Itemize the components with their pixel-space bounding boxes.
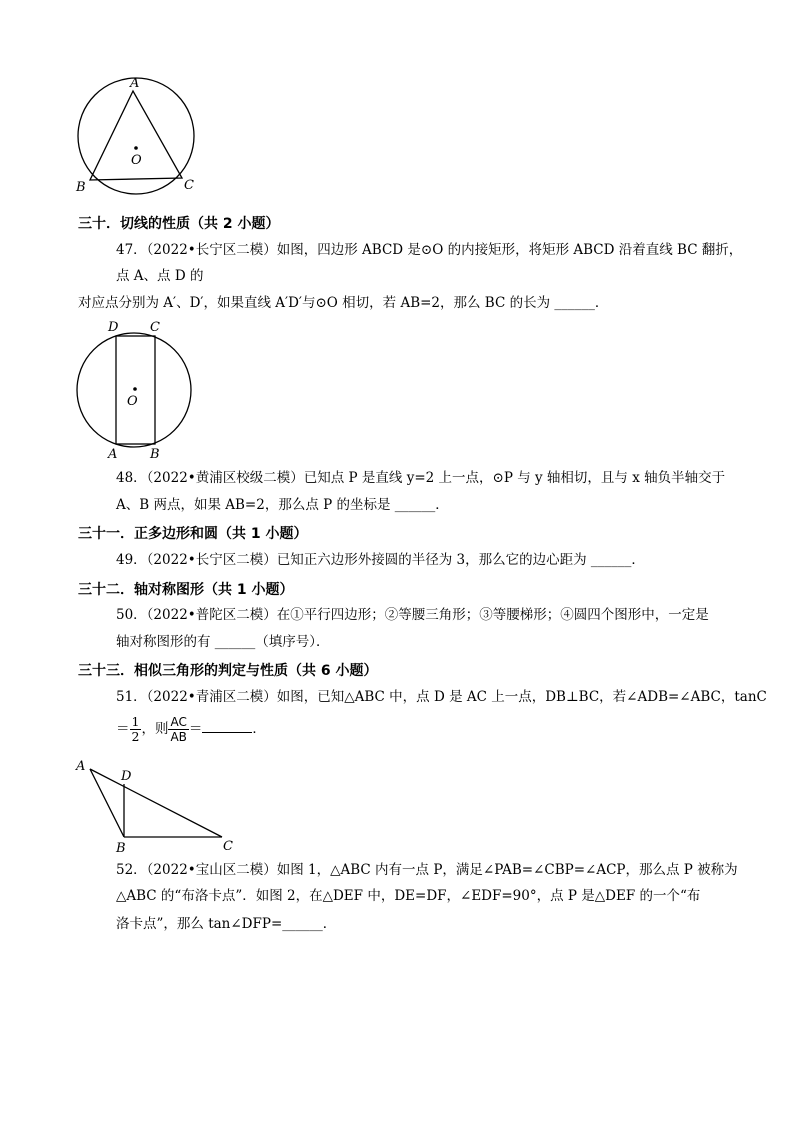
q51-line1: 51．（2022•青浦区二模）如图，已知△ABC 中，点 D 是 AC 上一点，DB⊥BC，若∠ADB=∠ABC，tanC (116, 689, 767, 705)
fig2-label-b: B (150, 447, 160, 458)
answer-blank (202, 718, 252, 733)
q47-line3: 对应点分别为 A′、D′，如果直线 A′D′与⊙O 相切，若 AB=2，那么 BC 的长为 ______． (78, 295, 609, 311)
figure-triangle-abd (70, 755, 245, 855)
section-30-title: 三十．切线的性质（共 2 小题） (78, 216, 280, 232)
fig3-label-b: B (116, 841, 126, 855)
q51-eq: ＝ (116, 721, 130, 737)
fig3-label-a: A (76, 759, 86, 774)
section-31-title: 三十一．正多边形和圆（共 1 小题） (78, 526, 308, 542)
fig1-label-c: C (184, 178, 194, 193)
q50-line2: 轴对称图形的有 ______（填序号）． (116, 634, 330, 650)
section-33-title: 三十三．相似三角形的判定与性质（共 6 小题） (78, 663, 378, 679)
q50-line1: 50．（2022•普陀区二模）在①平行四边形；②等腰三角形；③等腰梯形；④圆四个图形中，一定是 (116, 607, 709, 623)
fig2-label-a: A (108, 447, 118, 458)
fig1-label-b: B (76, 180, 86, 195)
q51-line2 (116, 712, 266, 746)
fig3-label-c: C (223, 839, 233, 854)
fraction-half: $\frac{1}{2}$ (131, 714, 140, 744)
q48-line1: 48．（2022•黄浦区校级二模）已知点 P 是直线 y=2 上一点，⊙P 与 y 轴相切，且与 x 轴负半轴交于 (116, 470, 726, 486)
q52-line1: 52．（2022•宝山区二模）如图 1，△ABC 内有一点 P，满足∠PAB=∠CBP=∠ACP，那么点 P 被称为 (116, 862, 738, 878)
q48-line2: A、B 两点，如果 AB=2，那么点 P 的坐标是 ______． (116, 497, 449, 513)
q51-then: ，则 (141, 721, 169, 737)
fig1-label-o: O (131, 153, 142, 168)
q49-line1: 49．（2022•长宁区二模）已知正六边形外接圆的半径为 3，那么它的边心距为 ______． (116, 552, 645, 568)
q51-end: ． (252, 721, 266, 737)
q47-line1: 47．（2022•长宁区二模）如图，四边形 ABCD 是⊙O 的内接矩形，将矩形 ABCD 沿着直线 BC 翻折， (116, 242, 743, 258)
fraction-ac-ab: $\frac{AC}{AB}$ (170, 715, 187, 744)
q52-line2: △ABC 的“布洛卡点”．如图 2，在△DEF 中，DE=DF，∠EDF=90°，点 P 是△DEF 的一个“布 (116, 888, 701, 904)
fig2-label-d: D (108, 320, 119, 335)
figure-inscribed-rectangle (70, 318, 200, 458)
section-32-title: 三十二．轴对称图形（共 1 小题） (78, 582, 294, 598)
q47-line2: 点 A、点 D 的 (116, 268, 204, 284)
q52-line3: 洛卡点”，那么 tan∠DFP=______． (116, 916, 337, 932)
figure-inscribed-triangle (70, 72, 210, 197)
fig2-label-c: C (150, 320, 160, 335)
fig3-label-d: D (121, 769, 132, 784)
q51-tail: ＝ (188, 721, 203, 737)
fig1-label-a: A (130, 76, 140, 91)
fig2-label-o: O (127, 394, 138, 409)
